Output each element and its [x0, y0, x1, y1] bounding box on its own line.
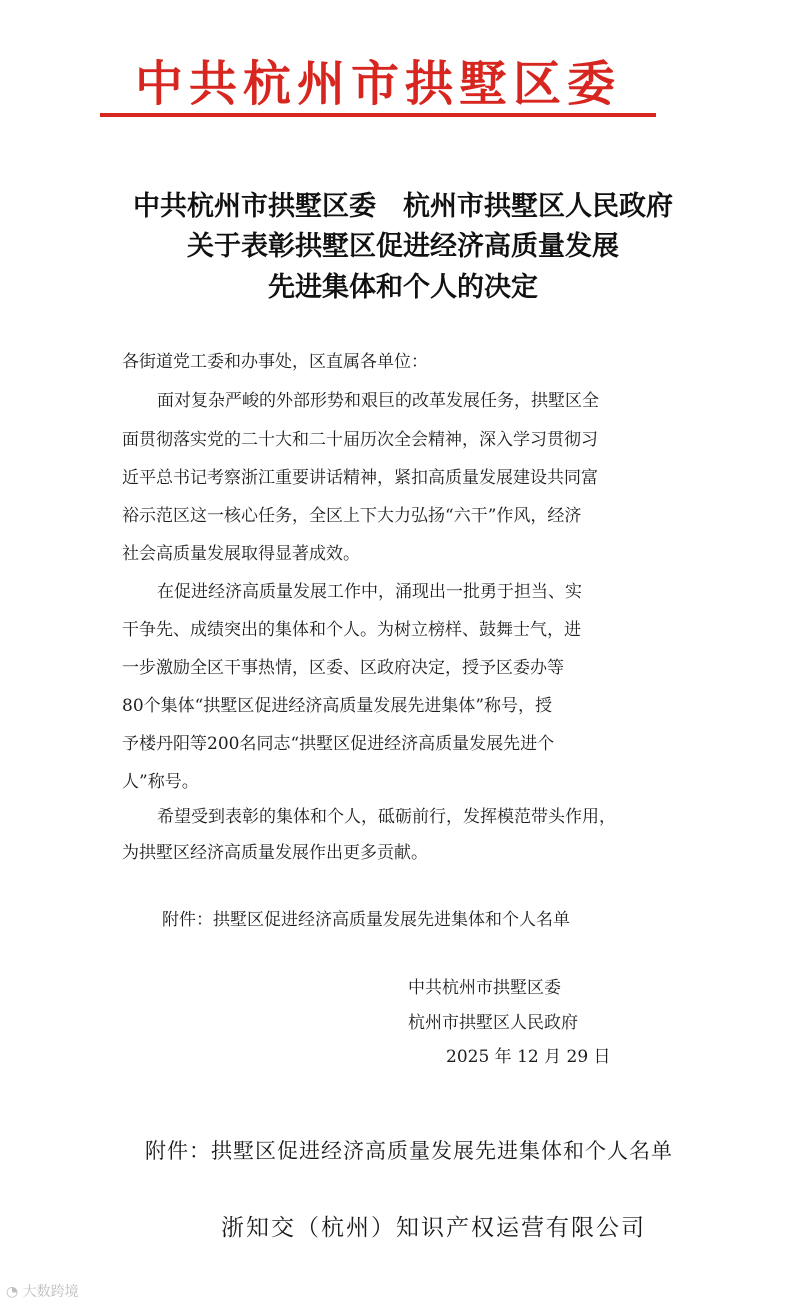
signature-date: 2025 年 12 月 29 日 [446, 1047, 611, 1067]
salutation: 各街道党工委和办事处，区直属各单位： [122, 352, 428, 372]
document-title-line-2: 关于表彰拱墅区促进经济高质量发展 [187, 231, 619, 262]
company-name: 浙知交（杭州）知识产权运营有限公司 [221, 1215, 646, 1241]
paragraph-2-line: 在促进经济高质量发展工作中，涌现出一批勇于担当、实 [157, 582, 582, 602]
attachment-heading: 附件：拱墅区促进经济高质量发展先进集体和个人名单 [145, 1139, 673, 1163]
watermark [6, 1281, 79, 1301]
paragraph-2-line: 80个集体“拱墅区促进经济高质量发展先进集体”称号，授 [122, 696, 553, 716]
signature-org-1: 中共杭州市拱墅区委 [408, 978, 561, 998]
watermark-text: 大数跨境 [22, 1284, 79, 1300]
paragraph-3-line: 为拱墅区经济高质量发展作出更多贡献。 [122, 843, 428, 863]
masthead-title: 中共杭州市拱墅区委 [134, 56, 621, 112]
paragraph-1-line: 社会高质量发展取得显著成效。 [122, 544, 360, 564]
paragraph-3-line: 希望受到表彰的集体和个人，砥砺前行，发挥模范带头作用， [157, 807, 616, 827]
document-title-line-3: 先进集体和个人的决定 [268, 272, 538, 303]
paragraph-1-line: 近平总书记考察浙江重要讲话精神，紧扣高质量发展建设共同富 [122, 468, 598, 488]
paragraph-2-line: 干争先、成绩突出的集体和个人。为树立榜样、鼓舞士气，进 [122, 620, 581, 640]
paragraph-1-line: 面贯彻落实党的二十大和二十届历次全会精神，深入学习贯彻习 [122, 430, 598, 450]
paragraph-2-line: 予楼丹阳等200名同志“拱墅区促进经济高质量发展先进个 [122, 734, 555, 754]
masthead-red-rule [100, 113, 656, 117]
paragraph-2-line: 一步激励全区干事热情，区委、区政府决定，授予区委办等 [122, 658, 564, 678]
paragraph-1-line: 裕示范区这一核心任务，全区上下大力弘扬“六干”作风，经济 [122, 506, 582, 526]
attachment-note: 附件：拱墅区促进经济高质量发展先进集体和个人名单 [162, 910, 570, 930]
watermark-icon: ◔ [6, 1284, 23, 1300]
paragraph-2-line: 人”称号。 [122, 772, 199, 792]
paragraph-1-line: 面对复杂严峻的外部形势和艰巨的改革发展任务，拱墅区全 [157, 391, 599, 411]
document-title-line-1: 中共杭州市拱墅区委 杭州市拱墅区人民政府 [133, 191, 673, 222]
signature-org-2: 杭州市拱墅区人民政府 [408, 1013, 578, 1033]
